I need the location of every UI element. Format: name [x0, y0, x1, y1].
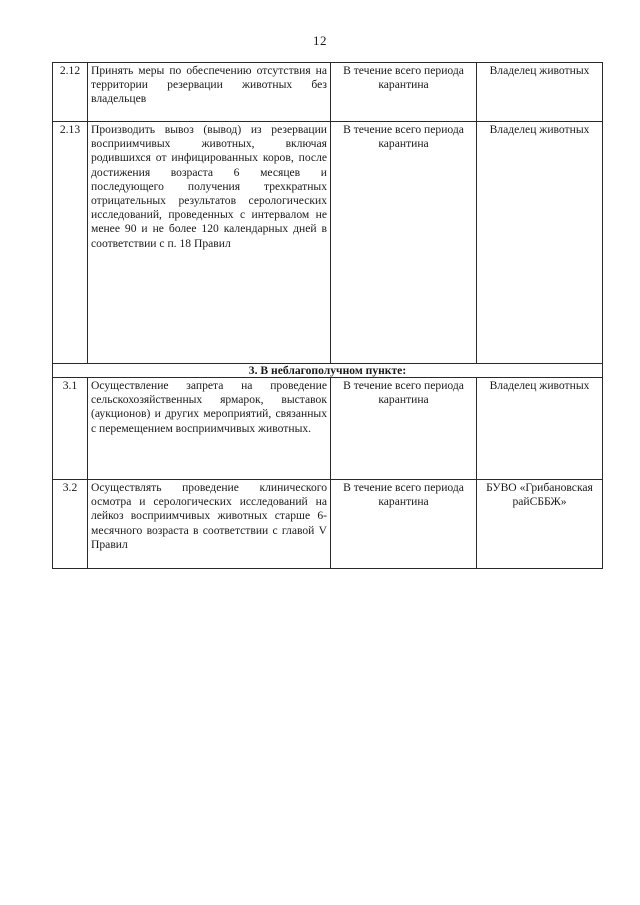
section-title: 3. В неблагополучном пункте: [53, 364, 603, 378]
measure-text: Осуществлять проведение клинического осмотра и серологических исследований на лейкоз восприимчивых животных старше 6-месячного возраста в соответствии с главой V Правил [88, 480, 331, 569]
row-number: 2.12 [53, 63, 88, 122]
responsible-text: Владелец животных [477, 63, 603, 122]
term-text: В течение всего периода карантина [331, 63, 477, 122]
section-header-row [53, 364, 603, 378]
row-number: 3.2 [53, 480, 88, 569]
term-text: В течение всего периода карантина [331, 122, 477, 364]
table-row [53, 63, 603, 122]
responsible-text: Владелец животных [477, 378, 603, 480]
quarantine-measures-table [52, 62, 603, 569]
row-number: 2.13 [53, 122, 88, 364]
measure-text: Принять меры по обеспечению отсутствия на территории резервации животных без владельцев [88, 63, 331, 122]
term-text: В течение всего периода карантина [331, 378, 477, 480]
page-number: 12 [313, 33, 327, 48]
table-row [53, 480, 603, 569]
term-text: В течение всего периода карантина [331, 480, 477, 569]
row-number: 3.1 [53, 378, 88, 480]
responsible-text: Владелец животных [477, 122, 603, 364]
responsible-text: БУВО «Грибановская райСББЖ» [477, 480, 603, 569]
table-row [53, 122, 603, 364]
measure-text: Производить вывоз (вывод) из резервации восприимчивых животных, включая родившихся от инфицированных коров, после достижения возраста 6 месяцев и последующего получения трехкратных отрицательных результатов серологических исследований, проведенных с интервалом не менее 90 и не более 120 календарных дней в соответствии с п. 18 Правил [88, 122, 331, 364]
measure-text: Осуществление запрета на проведение сельскохозяйственных ярмарок, выставок (аукционов) и других мероприятий, связанных с перемещением восприимчивых животных. [88, 378, 331, 480]
table-row [53, 378, 603, 480]
